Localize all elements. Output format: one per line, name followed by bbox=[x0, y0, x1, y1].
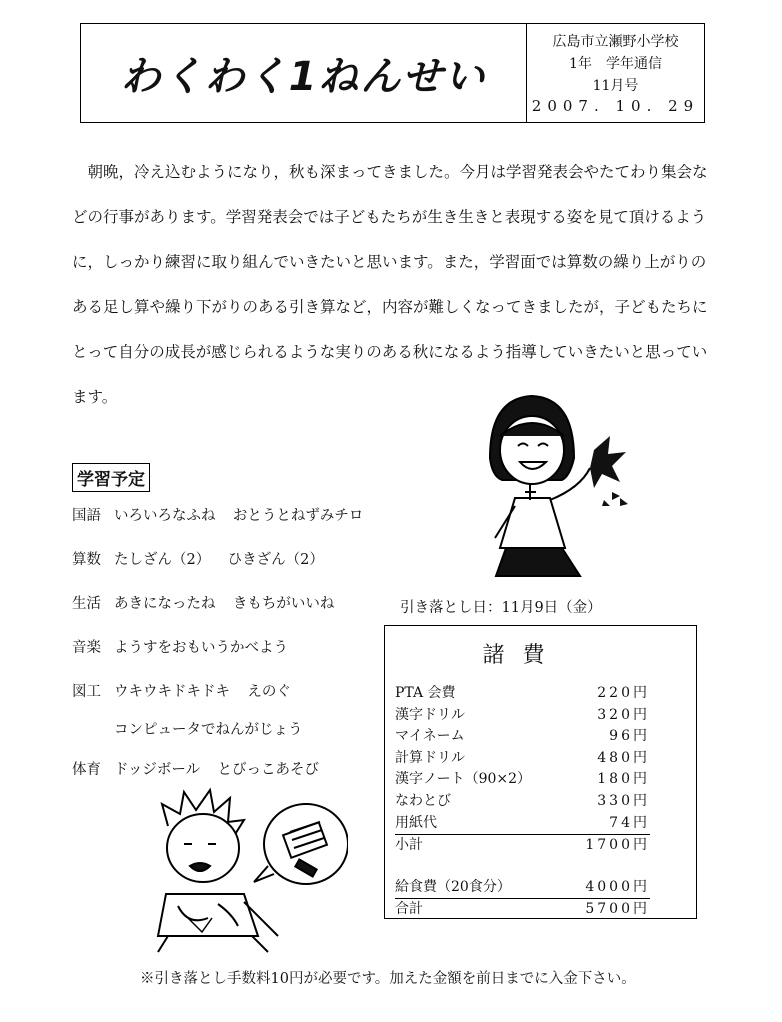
header-info bbox=[526, 24, 704, 122]
schedule-heading: 学習予定 bbox=[72, 463, 150, 492]
schedule-row bbox=[72, 550, 363, 570]
schedule-item: ひきざん（2） bbox=[227, 552, 324, 568]
fee-row: 漢字ノート（90×2） 180円 bbox=[395, 771, 650, 788]
schedule-item: とびっこあそび bbox=[217, 762, 320, 778]
intro-paragraph: 朝晩，冷え込むようになり，秋も深まってきました。今月は学習発表会やたてわり集会などの行事があります。学習発表会では子どもたちが生き生きと表現する姿を見て頂けるように，しっかり練習に取り組んでいきたいと思います。また，学習面では算数の繰り上がりのある足し算や繰り下がりのある引き算など，内容が難しくなってきましたが，子どもたちにとって自分の成長が感じられるような実りのある秋になるよう指導していきたいと思っています。 bbox=[72, 163, 708, 406]
schedule-row bbox=[72, 638, 363, 658]
fee-row: PTA 会費 220円 bbox=[395, 685, 650, 701]
fees-title: 諸費 bbox=[482, 643, 563, 668]
schedule-list bbox=[72, 506, 363, 780]
newsletter-header bbox=[80, 23, 705, 123]
schedule-row bbox=[72, 682, 363, 740]
fee-subtotal: 小計 1700円 bbox=[395, 837, 650, 854]
issue-date: 2007. 10. 29 bbox=[531, 97, 700, 115]
schedule-row bbox=[72, 506, 363, 526]
schedule-item: ようすをおもいうかべよう bbox=[114, 640, 288, 656]
fee-total: 合計 5700円 bbox=[395, 901, 650, 918]
withdrawal-date: 引き落とし日：11月9日（金） bbox=[400, 600, 602, 616]
schedule-item: コンピュータでねんがじょう bbox=[114, 722, 303, 738]
schedule-item: ドッジボール bbox=[114, 762, 201, 778]
month-label: 11月号 bbox=[592, 78, 639, 94]
fee-row: 漢字ドリル 320円 bbox=[395, 706, 650, 723]
schedule-item: ウキウキドキドキ bbox=[114, 684, 230, 700]
schedule-item: えのぐ bbox=[247, 684, 291, 700]
subject-label: 生活 bbox=[72, 596, 101, 612]
boy-with-paints-illustration bbox=[148, 786, 348, 956]
schedule-item: おとうとねずみチロ bbox=[232, 508, 364, 524]
fee-row: 用紙代 74円 bbox=[395, 813, 650, 836]
subject-label: 国語 bbox=[72, 508, 101, 524]
fee-row: なわとび 330円 bbox=[395, 792, 650, 809]
girl-with-leaf-illustration bbox=[470, 388, 640, 588]
fees-box bbox=[384, 625, 697, 919]
newsletter-title: わくわく1ねんせい bbox=[120, 53, 487, 100]
fee-row: 計算ドリル 480円 bbox=[395, 749, 650, 766]
footer-note: ※引き落とし手数料10円が必要です。加えた金額を前日までに入金下さい。 bbox=[140, 971, 636, 987]
issue-label: 1年 学年通信 bbox=[569, 56, 662, 72]
schedule-item: いろいろなふね bbox=[114, 508, 216, 524]
fee-row: マイネーム 96円 bbox=[395, 728, 650, 745]
subject-label: 音楽 bbox=[72, 640, 101, 656]
subject-label: 図工 bbox=[72, 684, 101, 700]
schedule-row bbox=[72, 760, 363, 780]
school-name: 広島市立瀬野小学校 bbox=[552, 34, 679, 50]
schedule-item: たしざん（2） bbox=[114, 552, 211, 568]
fee-lunch: 給食費（20食分） 4000円 bbox=[395, 877, 650, 900]
schedule-row bbox=[72, 594, 363, 614]
schedule-item: きもちがいいね bbox=[232, 596, 335, 612]
schedule-item: あきになったね bbox=[114, 596, 216, 612]
subject-label: 体育 bbox=[72, 762, 101, 778]
subject-label: 算数 bbox=[72, 552, 101, 568]
